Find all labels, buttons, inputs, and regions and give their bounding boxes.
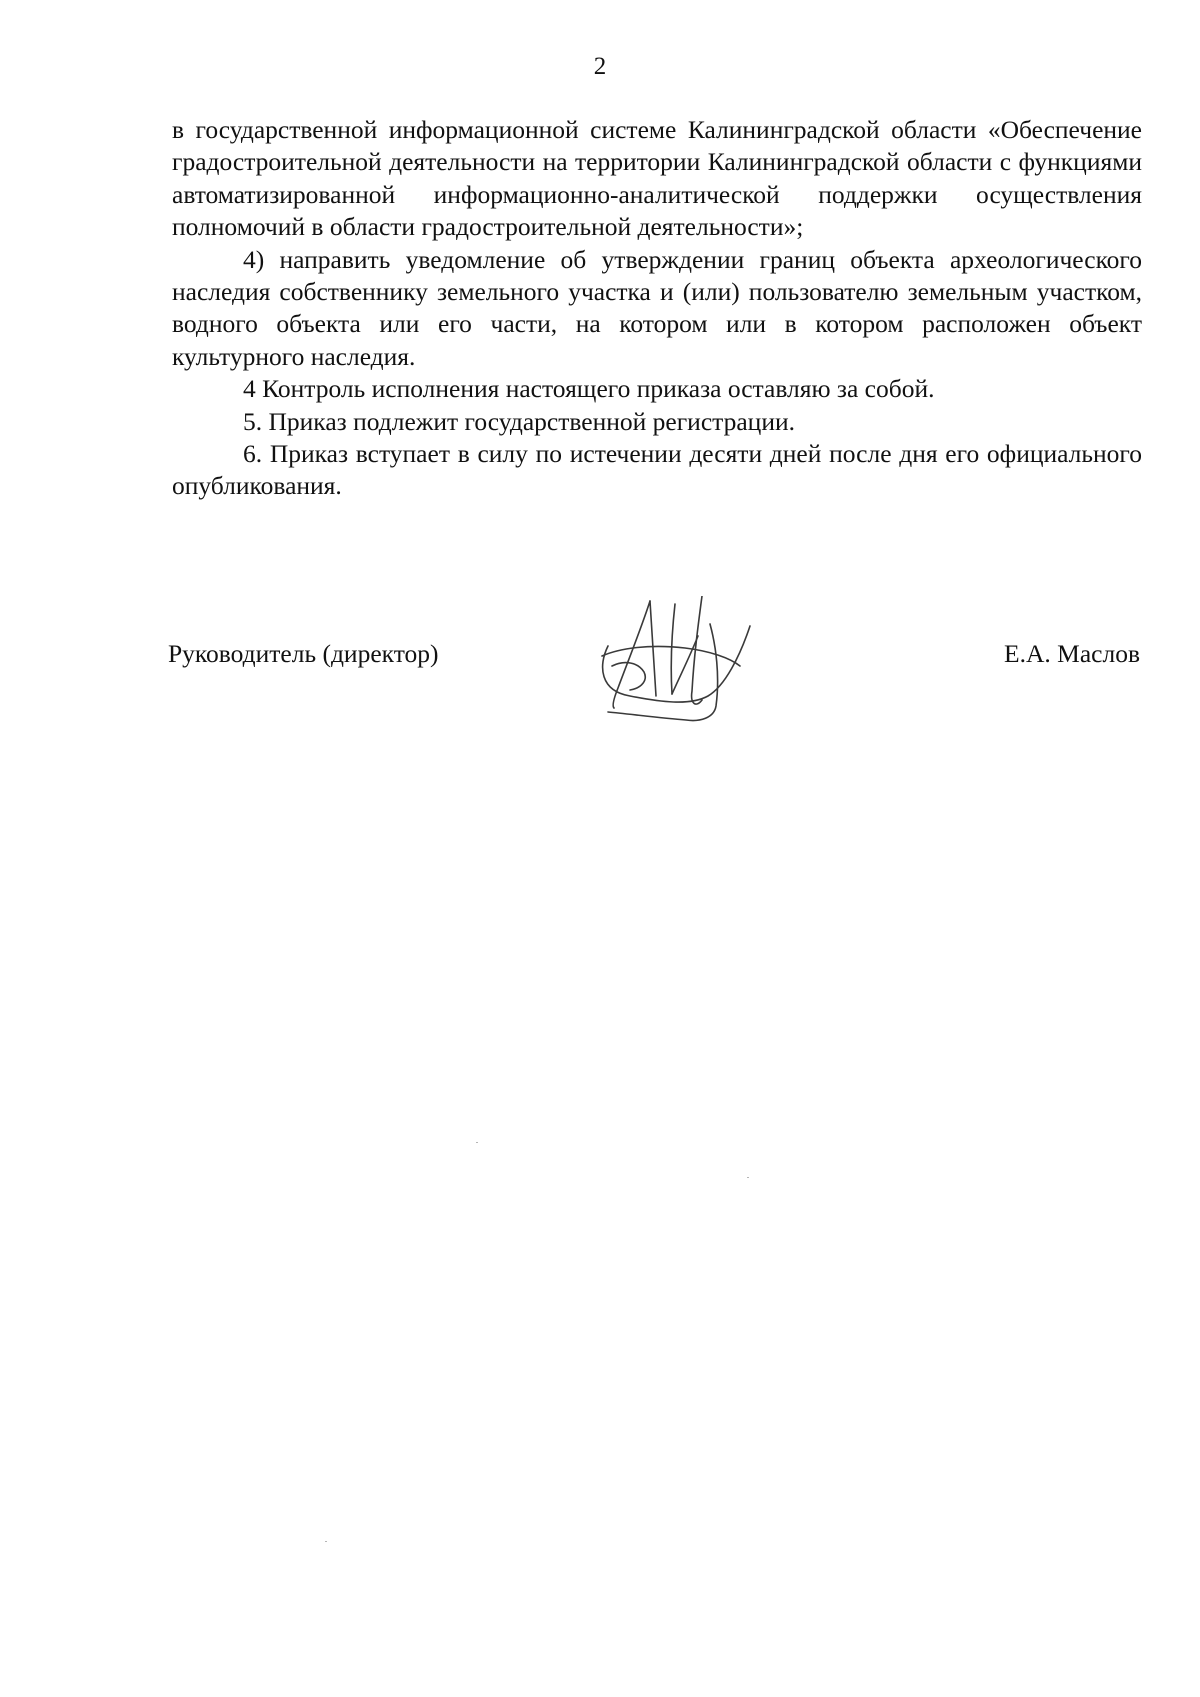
signatory-position: Руководитель (директор) — [168, 639, 439, 668]
handwritten-signature-icon — [590, 596, 770, 726]
paragraph-registration: 5. Приказ подлежит государственной регистрации. — [243, 406, 795, 436]
page-number: 2 — [593, 53, 607, 80]
scan-speck — [325, 1541, 327, 1542]
paragraph-control: 4 Контроль исполнения настоящего приказа оставляю за собой. — [243, 374, 935, 404]
signature-block — [0, 596, 1200, 746]
paragraph-notification: 4) направить уведомление об утверждении границ объекта археологического наследия собственнику земельного участка и (или) пользователю земельным участком, водного объекта или его части, на котором или в котором расположен объект культурного наследия. — [172, 244, 1142, 371]
scan-speck — [476, 1142, 478, 1143]
paragraph-effective-date: 6. Приказ вступает в силу по истечении десяти дней после дня его официального опубликования. — [172, 439, 1142, 501]
document-body — [172, 114, 1142, 503]
paragraph-information-system: в государственной информационной системе Калининградской области «Обеспечение градостроительной деятельности на территории Калининградской области с функциями автоматизированной информационно-аналитической поддержки осуществления полномочий в области градостроительной деятельности»; — [172, 115, 1142, 242]
signatory-name: Е.А. Маслов — [1004, 639, 1140, 668]
scan-speck — [747, 1177, 749, 1178]
